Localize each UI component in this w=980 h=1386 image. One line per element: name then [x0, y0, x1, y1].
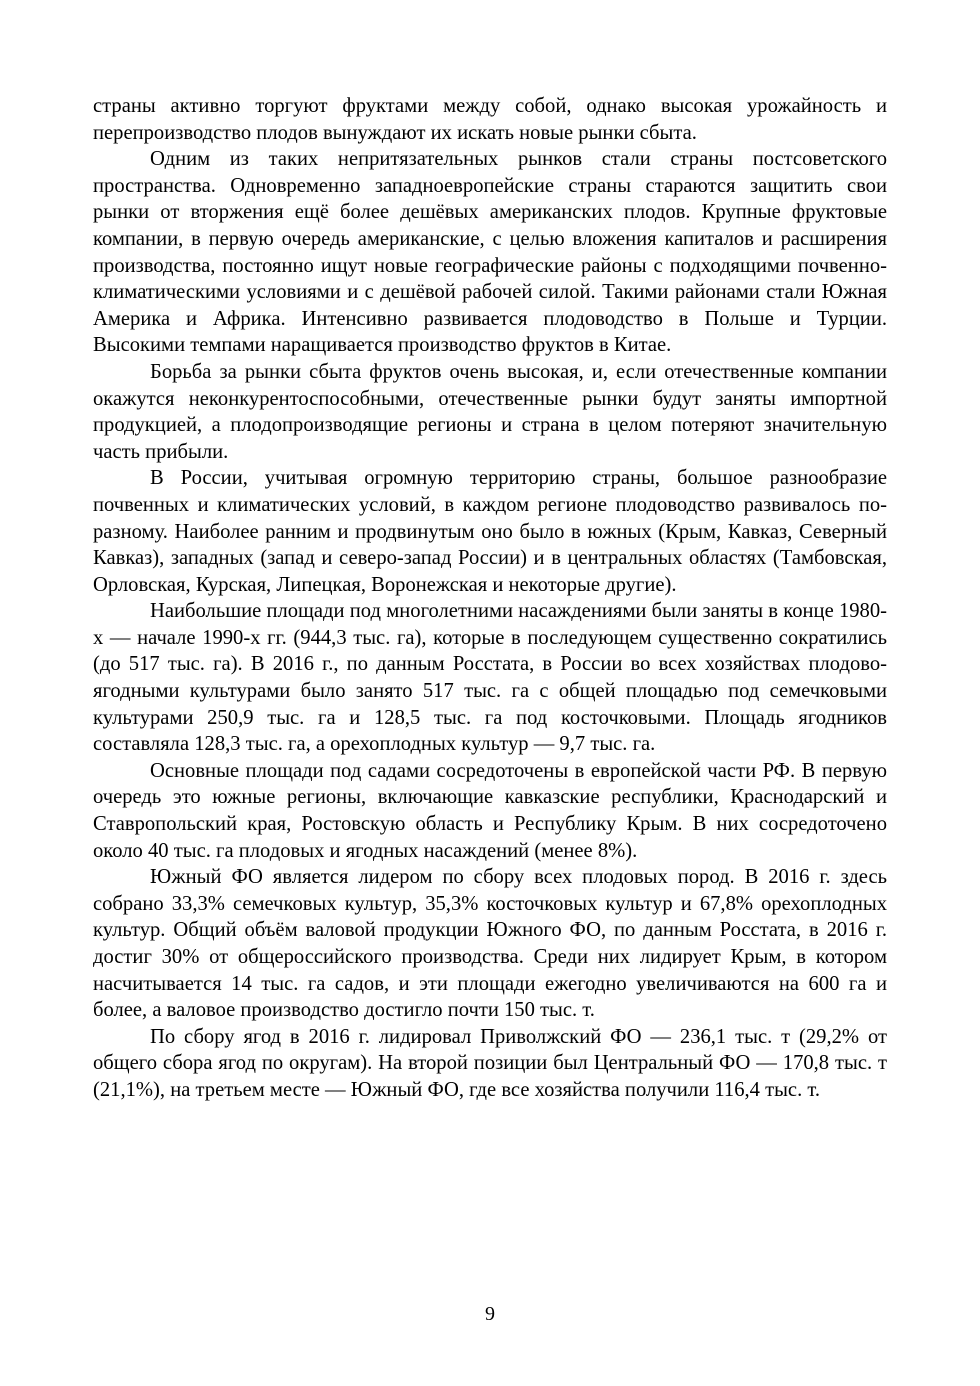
- paragraph-russia-regions: В России, учитывая огромную территорию страны, большое разнообразие почвенных и климатических условий, в каждом регионе плодоводство развивалось по-разному. Наиболее ранним и продвинутым оно было в южных (Крым, Кавказ, Северный Кавказ), западных (запад и северо-запад России) и в центральных областях (Тамбовская, Орловская, Курская, Липецкая, Воронежская и некоторые другие).: [93, 467, 887, 596]
- paragraph-postsoviet-markets: Одним из таких непритязательных рынков стали страны постсоветского пространства. Одновременно западноевропейские страны стараются защитить свои рынки от вторжения ещё более дешёвых американских плодов. Крупные фруктовые компании, в первую очередь американские, с целью вложения капиталов и расширения производства, постоянно ищут новые географические районы с подходящими почвенно-климатическими условиями и с дешёвой рабочей силой. Такими районами стали Южная Америка и Африка. Интенсивно развивается плодоводство в Польше и Турции. Высокими темпами наращивается производство фруктов в Китае.: [93, 148, 887, 357]
- paragraph-orchard-areas: Наибольшие площади под многолетними насаждениями были заняты в конце 1980-х — начале 1990-х гг. (944,3 тыс. га), которые в последующем существенно сократились (до 517 тыс. га). В 2016 г., по данным Росстата, в России во всех хозяйствах плодово-ягодными культурами было занято 517 тыс. га с общей площадью под семечковыми культурами 250,9 тыс. га и 128,5 тыс. га под косточковыми. Площадь ягодников составляла 128,3 тыс. га, а орехоплодных культур — 9,7 тыс. га.: [93, 600, 887, 756]
- paragraph-market-competition: Борьба за рынки сбыта фруктов очень высокая, и, если отечественные компании окажутся неконкурентоспособными, отечественные рынки будут заняты импортной продукцией, а плодопроизводящие регионы и страна в целом потеряют значительную часть прибыли.: [93, 360, 887, 463]
- paragraph-continued: страны активно торгуют фруктами между собой, однако высокая урожайность и перепроизводство плодов вынуждают их искать новые рынки сбыта.: [93, 95, 887, 144]
- paragraph-berry-harvest: По сбору ягод в 2016 г. лидировал Приволжский ФО — 236,1 тыс. т (29,2% от общего сбора ягод по округам). На второй позиции был Центральный ФО — 170,8 тыс. т (21,1%), на третьем месте — Южный ФО, где все хозяйства получили 116,4 тыс. т.: [93, 1025, 887, 1101]
- paragraph-southern-fd: Южный ФО является лидером по сбору всех плодовых пород. В 2016 г. здесь собрано 33,3% семечковых культур, 35,3% косточковых культур и 67,8% орехоплодных культур. Общий объём валовой продукции Южного ФО, по данным Росстата, в 2016 г. достиг 30% от общероссийского производства. Среди них лидирует Крым, в котором насчитывается 14 тыс. га садов, и эти площади ежегодно увеличиваются на 600 га и более, а валовое производство достигло почти 150 тыс. т.: [93, 866, 887, 1022]
- paragraph-european-part: Основные площади под садами сосредоточены в европейской части РФ. В первую очередь это южные регионы, включающие кавказские республики, Краснодарский и Ставропольский края, Ростовскую область и Республику Крым. В них сосредоточено около 40 тыс. га плодовых и ягодных насаждений (менее 8%).: [93, 759, 887, 862]
- page-number: 9: [485, 1303, 495, 1325]
- page-body: [93, 93, 887, 1104]
